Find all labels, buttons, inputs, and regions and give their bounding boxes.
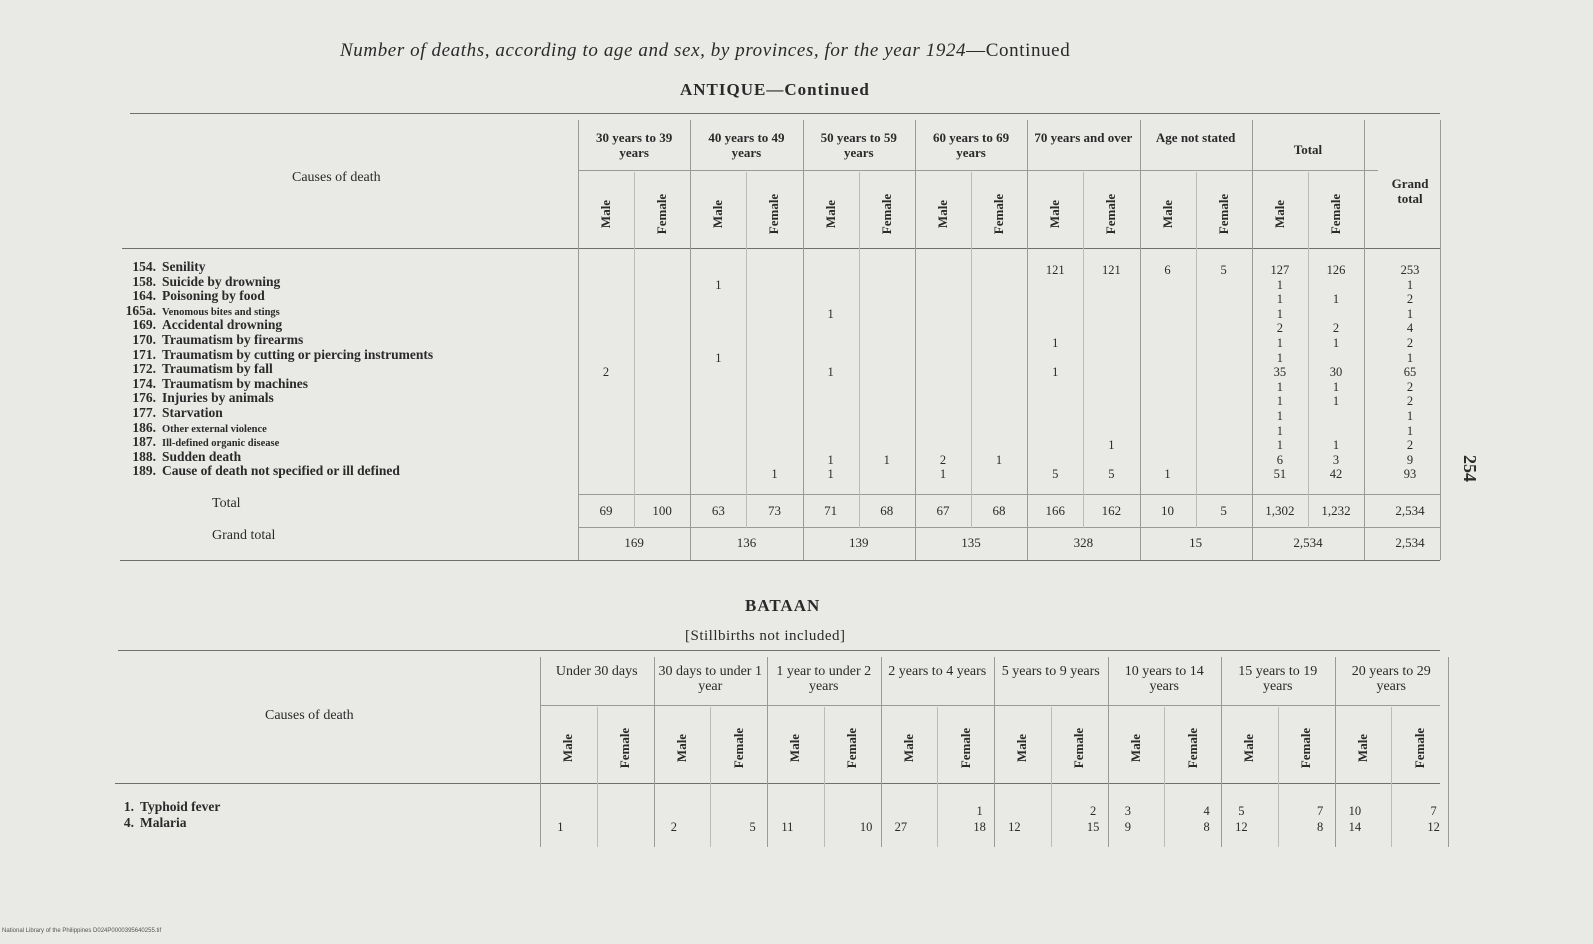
table-cell: 1 xyxy=(1276,379,1283,394)
age-group-header: 70 years and over xyxy=(1034,130,1133,145)
bataan-top-rule xyxy=(118,650,1440,651)
table-cell: 1 xyxy=(939,467,947,482)
sex-label: Female xyxy=(1215,193,1231,235)
cause-name: Traumatism by cutting or piercing instruments xyxy=(162,346,434,362)
sex-divider xyxy=(859,172,860,528)
group-divider xyxy=(1221,657,1222,847)
table-cell: 126 xyxy=(1326,263,1346,277)
total-cell: 67 xyxy=(936,503,950,518)
sex-divider xyxy=(1083,172,1084,528)
grand-total-header: Grand total xyxy=(1391,176,1429,206)
group-divider xyxy=(540,657,541,847)
cause-row-label xyxy=(122,289,265,302)
cause-name: Malaria xyxy=(140,815,187,830)
table-cell: 2 xyxy=(1406,292,1414,307)
page-title: Number of deaths, according to age and sex, by provinces, for the year 1924—Continued xyxy=(340,40,1071,61)
cause-row-label xyxy=(122,450,241,463)
group-divider xyxy=(1448,657,1449,847)
sex-divider xyxy=(634,172,635,528)
grand-total-cell: 328 xyxy=(1073,535,1094,550)
table-cell: 1 xyxy=(883,452,890,467)
bataan-header-rule xyxy=(115,783,1440,784)
grand-total-cell: 2,534 xyxy=(1293,535,1323,550)
table-cell: 2 xyxy=(1276,321,1283,336)
age-group-header: 30 days to under 1 year xyxy=(658,664,762,694)
table-cell: 35 xyxy=(1273,365,1287,380)
cause-row-label xyxy=(100,816,187,829)
table-cell: 1 xyxy=(1406,277,1414,292)
sex-divider xyxy=(824,707,825,847)
total-cell: 162 xyxy=(1101,503,1122,518)
table-cell: 1 xyxy=(1406,423,1414,438)
group-divider xyxy=(1364,120,1365,560)
sex-label: Male xyxy=(1241,733,1257,763)
table-cell: 1 xyxy=(1332,292,1340,307)
table-cell: 93 xyxy=(1403,467,1417,482)
table-cell: 4 xyxy=(1203,804,1210,818)
cause-code: 174. xyxy=(132,375,156,391)
page-number: 254 xyxy=(1460,455,1480,482)
table-cell: 1 xyxy=(1276,409,1283,423)
table-bottom-rule xyxy=(120,560,1440,561)
footer-credit: National Library of the Philippines D024P0000395640255.tif xyxy=(2,928,162,934)
sex-label: Male xyxy=(673,733,689,763)
group-divider xyxy=(690,120,691,560)
province-heading: ANTIQUE—Continued xyxy=(680,80,870,99)
table-cell: 1 xyxy=(1332,438,1340,453)
table-cell: 51 xyxy=(1273,467,1287,482)
table-cell: 1 xyxy=(1276,277,1283,292)
table-cell: 3 xyxy=(1124,804,1131,818)
table-cell: 8 xyxy=(1203,820,1210,834)
table-cell: 2 xyxy=(1406,379,1414,394)
group-divider xyxy=(994,657,995,847)
age-group-header: 15 years to 19 years xyxy=(1238,664,1318,694)
cause-code: 188. xyxy=(132,448,156,464)
table-cell: 1 xyxy=(976,804,983,818)
grand-total-cell: 139 xyxy=(849,535,869,550)
cause-code: 176. xyxy=(132,390,156,406)
sex-label: Female xyxy=(844,727,860,769)
cause-code: 1. xyxy=(123,799,134,814)
table-cell: 121 xyxy=(1045,263,1065,277)
total-cell: 5 xyxy=(1220,503,1227,518)
sex-label: Female xyxy=(654,193,670,235)
sex-label: Male xyxy=(1047,199,1063,229)
table-cell: 5 xyxy=(1052,467,1059,482)
sex-label: Female xyxy=(1411,727,1427,769)
grand-total-label: Grand total xyxy=(212,528,276,543)
cause-name: Ill-defined organic disease xyxy=(162,438,280,450)
total-cell: 68 xyxy=(880,503,894,518)
group-divider xyxy=(767,657,768,847)
age-group-header: 5 years to 9 years xyxy=(1001,664,1100,679)
total-cell: 1,302 xyxy=(1265,503,1295,518)
sex-divider xyxy=(937,707,938,847)
grand-total-divider xyxy=(1440,120,1441,560)
age-group-header: 30 years to 39 years xyxy=(596,130,673,160)
table-cell: 1 xyxy=(1276,306,1283,321)
group-divider xyxy=(1335,657,1336,847)
table-cell: 1 xyxy=(1276,423,1283,438)
cause-name: Accidental drowning xyxy=(162,317,283,333)
table-cell: 5 xyxy=(1108,467,1115,482)
cause-code: 186. xyxy=(132,419,156,435)
table-cell: 1 xyxy=(1406,350,1414,365)
table-cell: 1 xyxy=(827,452,834,467)
age-group-header: 20 years to 29 years xyxy=(1351,664,1431,694)
sex-divider xyxy=(1308,172,1309,528)
cause-name: Suicide by drowning xyxy=(162,273,281,289)
age-group-header: 1 year to under 2 years xyxy=(776,664,872,694)
total-cell: 68 xyxy=(992,503,1006,518)
sex-label: Male xyxy=(900,733,916,763)
table-cell: 1 xyxy=(1108,438,1115,453)
sex-label: Male xyxy=(934,199,950,229)
sex-label: Male xyxy=(1014,733,1030,763)
group-divider xyxy=(1252,120,1253,560)
sex-divider xyxy=(971,172,972,528)
table-cell: 9 xyxy=(1406,452,1414,467)
cause-row-label xyxy=(122,333,303,346)
table-cell: 42 xyxy=(1329,467,1343,482)
table-cell: 12 xyxy=(1235,820,1248,834)
table-cell: 6 xyxy=(1276,452,1283,467)
sex-label: Female xyxy=(1103,193,1119,235)
table-cell: 1 xyxy=(1406,306,1414,321)
header-bottom-rule xyxy=(122,248,1440,249)
table-cell: 1 xyxy=(1276,394,1283,409)
table-cell: 1 xyxy=(715,277,722,292)
cause-code: 4. xyxy=(123,815,134,830)
grand-total-cell: 169 xyxy=(624,535,644,550)
sex-divider xyxy=(1278,707,1279,847)
group-divider xyxy=(1108,657,1109,847)
age-group-header: 50 years to 59 years xyxy=(820,130,897,160)
cause-name: Starvation xyxy=(162,405,223,420)
sex-divider xyxy=(1164,707,1165,847)
group-divider xyxy=(1027,120,1028,560)
bataan-heading: BATAAN xyxy=(745,596,821,615)
sex-label: Female xyxy=(617,727,633,769)
grand-total-cell: 136 xyxy=(736,535,757,550)
table-cell: 253 xyxy=(1400,263,1420,277)
age-group-header: Age not stated xyxy=(1155,130,1236,145)
cause-name: Traumatism by machines xyxy=(162,375,309,391)
table-cell: 1 xyxy=(1332,394,1340,409)
total-cell: 2,534 xyxy=(1395,503,1425,518)
cause-name: Senility xyxy=(162,259,206,274)
table-cell: 11 xyxy=(781,820,794,834)
total-rule xyxy=(578,494,1440,495)
table-cell: 1 xyxy=(1276,292,1283,307)
table-cell: 8 xyxy=(1317,820,1324,834)
table-cell: 1 xyxy=(995,452,1003,467)
table-cell: 1 xyxy=(1276,336,1283,350)
group-divider xyxy=(654,657,655,847)
table-cell: 27 xyxy=(894,820,908,834)
table-cell: 1 xyxy=(715,350,722,365)
cause-name: Poisoning by food xyxy=(162,288,265,304)
table-cell: 2 xyxy=(1090,804,1097,818)
table-cell: 12 xyxy=(1008,820,1021,834)
cause-row-label xyxy=(122,377,308,390)
cause-code: 170. xyxy=(132,332,156,347)
cause-row-label xyxy=(122,406,223,419)
table-cell: 12 xyxy=(1427,820,1440,834)
total-label: Total xyxy=(212,496,241,511)
table-cell: 5 xyxy=(1220,263,1227,277)
cause-name: Cause of death not specified or ill defined xyxy=(162,463,400,479)
sex-label: Female xyxy=(878,193,894,235)
cause-code: 169. xyxy=(132,317,156,333)
table-top-rule xyxy=(130,113,1440,114)
table-cell: 2 xyxy=(1406,336,1414,350)
table-cell: 10 xyxy=(1348,804,1362,818)
table-cell: 1 xyxy=(1332,379,1340,394)
sex-label: Female xyxy=(1184,727,1200,769)
age-group-header: Under 30 days xyxy=(555,664,638,679)
cause-name: Typhoid fever xyxy=(140,799,221,814)
table-cell: 3 xyxy=(1332,452,1340,467)
sex-divider xyxy=(597,707,598,847)
sex-divider xyxy=(1196,172,1197,528)
sex-divider xyxy=(746,172,747,528)
stillbirths-note: [Stillbirths not included] xyxy=(685,628,846,644)
sex-label: Male xyxy=(1354,733,1370,763)
total-cell: 71 xyxy=(824,503,838,518)
total-cell: 69 xyxy=(599,503,613,518)
sex-label: Male xyxy=(560,733,576,763)
sex-label: Female xyxy=(1071,727,1087,769)
grand-total-cell: 2,534 xyxy=(1395,535,1425,550)
table-cell: 2 xyxy=(939,452,947,467)
cause-code: 177. xyxy=(132,405,156,420)
table-cell: 1 xyxy=(1052,336,1059,350)
table-cell: 2 xyxy=(1332,321,1340,336)
table-cell: 1 xyxy=(557,820,564,834)
age-group-header: 40 years to 49 years xyxy=(708,130,785,160)
causes-header: Causes of death xyxy=(292,170,381,185)
sex-label: Male xyxy=(1271,199,1287,229)
table-cell: 1 xyxy=(827,365,834,380)
bataan-age-rule xyxy=(540,705,1440,706)
sex-label: Male xyxy=(1159,199,1175,229)
group-divider xyxy=(881,657,882,847)
sex-label: Male xyxy=(787,733,803,763)
cause-name: Traumatism by fall xyxy=(162,361,273,377)
table-cell: 2 xyxy=(1406,438,1414,453)
cause-name: Other external violence xyxy=(162,423,267,435)
cause-code: 172. xyxy=(132,361,156,377)
cause-name: Sudden death xyxy=(162,448,242,464)
table-cell: 1 xyxy=(771,467,778,482)
table-cell: 6 xyxy=(1164,263,1171,277)
sex-divider xyxy=(710,707,711,847)
table-cell: 1 xyxy=(827,306,834,321)
table-cell: 5 xyxy=(749,820,756,834)
total-cell: 73 xyxy=(767,503,781,518)
cause-row-label xyxy=(122,464,400,477)
table-cell: 2 xyxy=(602,365,610,380)
table-cell: 1 xyxy=(1406,409,1414,423)
sex-label: Male xyxy=(598,199,614,229)
table-cell: 2 xyxy=(1406,394,1414,409)
table-cell: 127 xyxy=(1270,263,1290,277)
cause-code: 187. xyxy=(132,434,156,450)
sex-divider xyxy=(1391,707,1392,847)
age-group-rule xyxy=(578,170,1378,171)
sex-label: Female xyxy=(730,727,746,769)
age-group-header: 60 years to 69 years xyxy=(932,130,1010,160)
sex-label: Female xyxy=(766,193,782,235)
table-cell: 1 xyxy=(1332,336,1340,350)
age-group-header: Total xyxy=(1293,142,1323,157)
cause-row-label xyxy=(122,318,282,331)
table-cell: 1 xyxy=(1276,350,1283,365)
group-divider xyxy=(915,120,916,560)
total-cell: 63 xyxy=(711,503,725,518)
table-cell: 7 xyxy=(1430,804,1437,818)
cause-name: Traumatism by firearms xyxy=(162,332,304,347)
table-cell: 15 xyxy=(1086,820,1100,834)
group-divider xyxy=(803,120,804,560)
table-cell: 1 xyxy=(1164,467,1171,482)
cause-code: 171. xyxy=(132,346,156,362)
cause-row-label xyxy=(122,348,433,361)
cause-row-label xyxy=(122,275,280,288)
table-cell: 5 xyxy=(1238,804,1245,818)
grand-total-rule xyxy=(578,527,1440,528)
table-cell: 18 xyxy=(973,820,986,834)
cause-code: 154. xyxy=(132,259,156,274)
table-cell: 2 xyxy=(670,820,677,834)
table-cell: 14 xyxy=(1348,820,1362,834)
total-cell: 166 xyxy=(1045,503,1065,518)
grand-total-cell: 135 xyxy=(961,535,981,550)
age-group-header: 2 years to 4 years xyxy=(888,664,987,679)
sex-label: Male xyxy=(710,199,726,229)
table-cell: 1 xyxy=(1276,438,1283,453)
sex-label: Male xyxy=(822,199,838,229)
group-divider xyxy=(578,120,579,560)
cause-name: Venomous bites and stings xyxy=(162,306,280,318)
age-group-header: 10 years to 14 years xyxy=(1124,664,1204,694)
cause-code: 158. xyxy=(132,273,156,289)
sex-divider xyxy=(1051,707,1052,847)
sex-label: Female xyxy=(991,193,1007,235)
bataan-causes-header: Causes of death xyxy=(265,708,354,723)
cause-code: 165a. xyxy=(125,302,156,318)
cause-row-label xyxy=(122,362,273,375)
table-cell: 1 xyxy=(827,467,834,482)
table-cell: 9 xyxy=(1124,820,1131,834)
cause-code: 189. xyxy=(132,463,156,479)
cause-name: Injuries by animals xyxy=(162,390,274,406)
total-cell: 1,232 xyxy=(1321,503,1351,518)
sex-label: Female xyxy=(957,727,973,769)
table-cell: 7 xyxy=(1317,804,1324,818)
cause-row-label xyxy=(122,260,206,273)
total-cell: 10 xyxy=(1161,503,1175,518)
table-cell: 65 xyxy=(1403,365,1417,380)
table-cell: 10 xyxy=(859,820,873,834)
cause-row-label xyxy=(100,800,220,813)
cause-code: 164. xyxy=(132,288,156,304)
table-cell: 1 xyxy=(1052,365,1059,380)
table-cell: 121 xyxy=(1101,263,1121,277)
cause-row-label xyxy=(122,391,274,404)
sex-label: Female xyxy=(1327,193,1343,235)
grand-total-cell: 15 xyxy=(1189,535,1203,550)
group-divider xyxy=(1140,120,1141,560)
total-cell: 100 xyxy=(652,503,672,518)
sex-label: Male xyxy=(1127,733,1143,763)
table-cell: 30 xyxy=(1329,365,1343,380)
table-cell: 4 xyxy=(1406,321,1414,336)
sex-label: Female xyxy=(1298,727,1314,769)
